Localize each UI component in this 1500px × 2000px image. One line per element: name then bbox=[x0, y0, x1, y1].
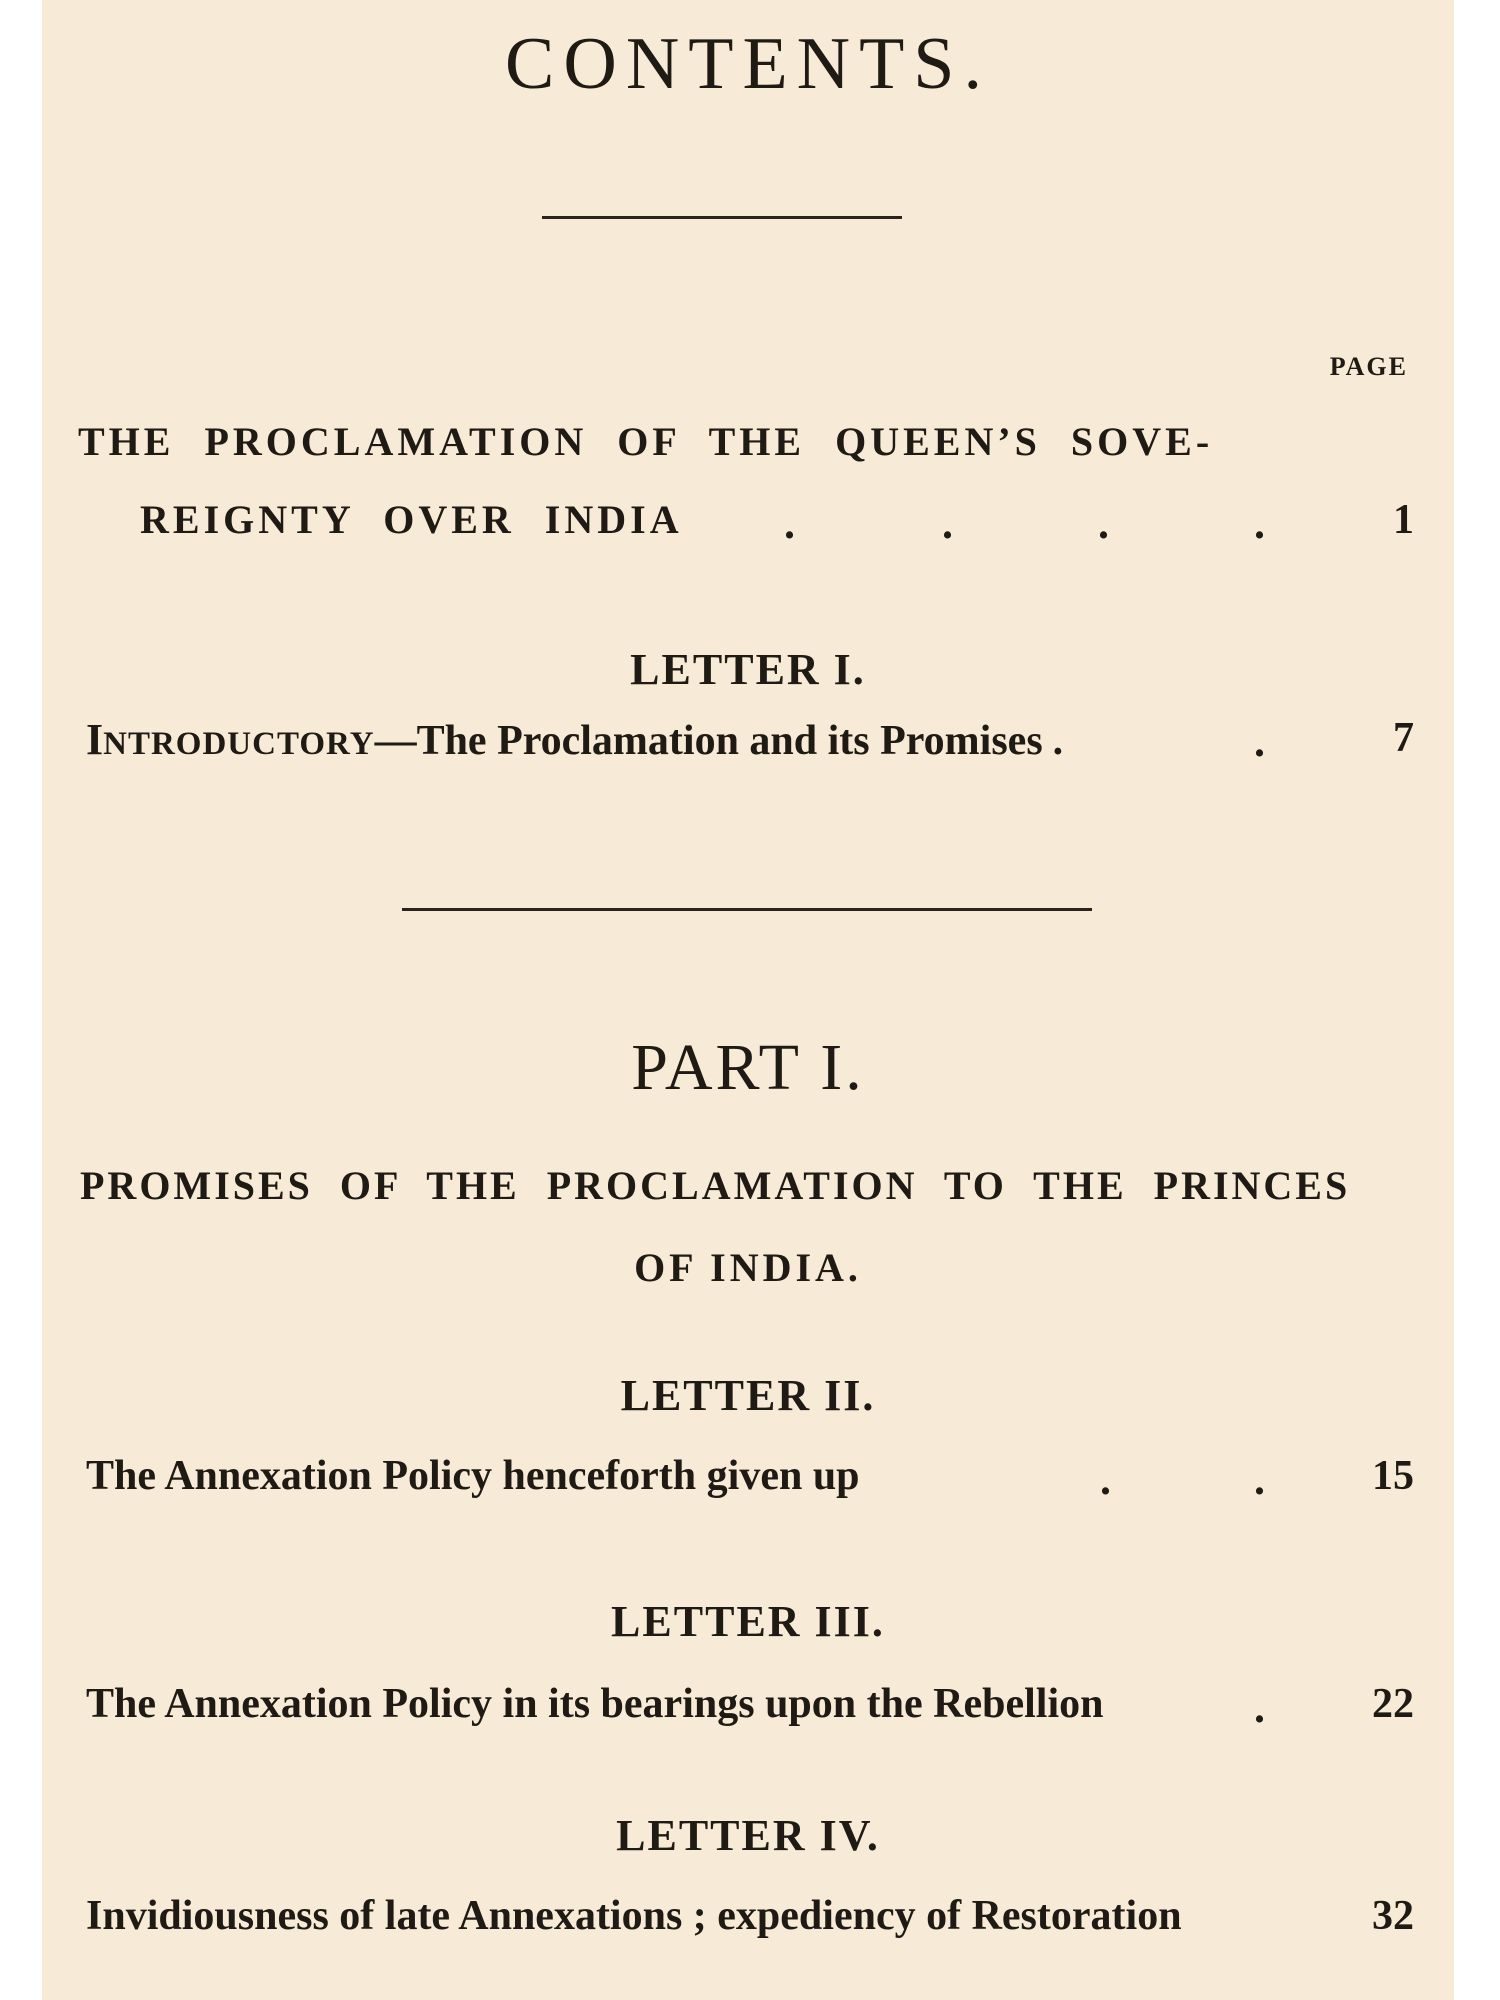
letter-1-entry-smallcaps: NTRODUCTORY bbox=[103, 726, 375, 762]
leader-dot: . bbox=[1100, 1455, 1111, 1504]
letter-1-entry-text: —The Proclamation and its Promises bbox=[374, 718, 1043, 764]
leader-dot: . bbox=[1254, 1455, 1265, 1504]
letter-4-entry: Invidiousness of late Annexations ; expediency of Restoration bbox=[86, 1893, 1182, 1939]
leader-dot: . bbox=[1052, 718, 1064, 764]
document-page bbox=[42, 0, 1454, 2000]
letter-3-page-number: 22 bbox=[1372, 1681, 1414, 1727]
leader-dot: . bbox=[1254, 499, 1265, 548]
page-column-header: PAGE bbox=[1329, 352, 1408, 381]
letter-1-heading: LETTER I. bbox=[630, 645, 866, 694]
letter-4-heading: LETTER IV. bbox=[616, 1811, 880, 1860]
proclamation-page-number: 1 bbox=[1393, 497, 1414, 543]
leader-dot: . bbox=[1254, 1683, 1265, 1732]
letter-2-page-number: 15 bbox=[1372, 1453, 1414, 1499]
leader-dot: . bbox=[784, 499, 795, 548]
part-1-subtitle-line-2: OF INDIA. bbox=[634, 1245, 862, 1290]
proclamation-line-1: THE PROCLAMATION OF THE QUEEN’S SOVE- bbox=[78, 419, 1214, 464]
letter-3-entry: The Annexation Policy in its bearings upon the Rebellion bbox=[86, 1681, 1104, 1727]
letter-2-heading: LETTER II. bbox=[620, 1371, 876, 1420]
letter-2-entry: The Annexation Policy henceforth given up bbox=[86, 1453, 860, 1499]
leader-dot: . bbox=[1254, 717, 1265, 766]
leader-dot: . bbox=[1098, 499, 1109, 548]
letter-1-entry bbox=[86, 714, 1063, 765]
section-divider bbox=[402, 908, 1092, 911]
letter-1-entry-initial: I bbox=[86, 715, 104, 764]
page-title: CONTENTS. bbox=[505, 23, 991, 105]
part-1-heading: PART I. bbox=[631, 1031, 865, 1104]
letter-1-page-number: 7 bbox=[1393, 715, 1414, 761]
leader-dot: . bbox=[942, 499, 953, 548]
proclamation-line-2: REIGNTY OVER INDIA bbox=[140, 497, 683, 542]
show-through-texture bbox=[162, 150, 1362, 188]
letter-3-heading: LETTER III. bbox=[611, 1597, 885, 1646]
title-divider bbox=[542, 216, 902, 219]
part-1-subtitle-line-1: PROMISES OF THE PROCLAMATION TO THE PRINCES bbox=[80, 1163, 1351, 1208]
letter-4-page-number: 32 bbox=[1372, 1893, 1414, 1939]
